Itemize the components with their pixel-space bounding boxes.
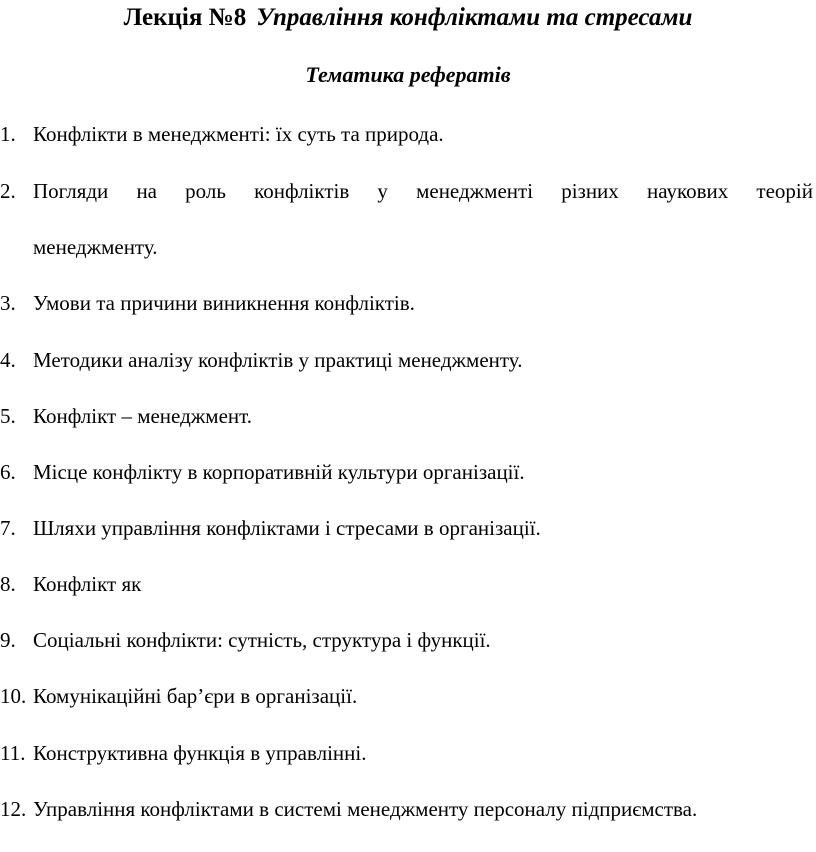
item-text-continuation: менеджменту.	[33, 235, 158, 259]
item-number: 8.	[0, 572, 16, 596]
item-text: Конфлікти в менеджменті: їх суть та природа.	[33, 122, 444, 146]
item-number: 4.	[0, 348, 16, 372]
item-number: 11.	[0, 741, 26, 765]
item-text: Методики аналізу конфліктів у практиці менеджменту.	[33, 348, 523, 372]
lecture-number: Лекція №8	[123, 4, 247, 31]
item-text: Місце конфлікту в корпоративній культури організації.	[33, 460, 525, 484]
section-subtitle: Тематика рефератів	[305, 62, 511, 87]
item-number: 12.	[0, 797, 27, 821]
item-number: 7.	[0, 516, 16, 540]
item-text: Комунікаційні бар’єри в організації.	[33, 684, 358, 708]
item-number: 5.	[0, 404, 16, 428]
item-number: 3.	[0, 291, 16, 315]
lecture-title	[0, 4, 816, 32]
item-text: Конструктивна функція в управлінні.	[33, 741, 367, 765]
item-number: 2.	[0, 179, 16, 203]
item-text: Шляхи управління конфліктами і стресами в організації.	[33, 516, 541, 540]
item-number: 1.	[0, 122, 16, 146]
item-text: Конфлікт як	[33, 572, 142, 596]
item-text: Умови та причини виникнення конфліктів.	[33, 291, 415, 315]
item-number: 10.	[0, 684, 27, 708]
item-text: Погляди на роль конфліктів у менеджменті різних наукових теорій	[33, 179, 813, 203]
item-text: Конфлікт – менеджмент.	[33, 404, 252, 428]
item-text: Соціальні конфлікти: сутність, структура і функції.	[33, 628, 491, 652]
item-text: Управління конфліктами в системі менеджменту персоналу підприємства.	[33, 797, 698, 821]
lecture-topic: Управління конфліктами та стресами	[256, 4, 693, 31]
item-number: 9.	[0, 628, 16, 652]
item-number: 6.	[0, 460, 16, 484]
